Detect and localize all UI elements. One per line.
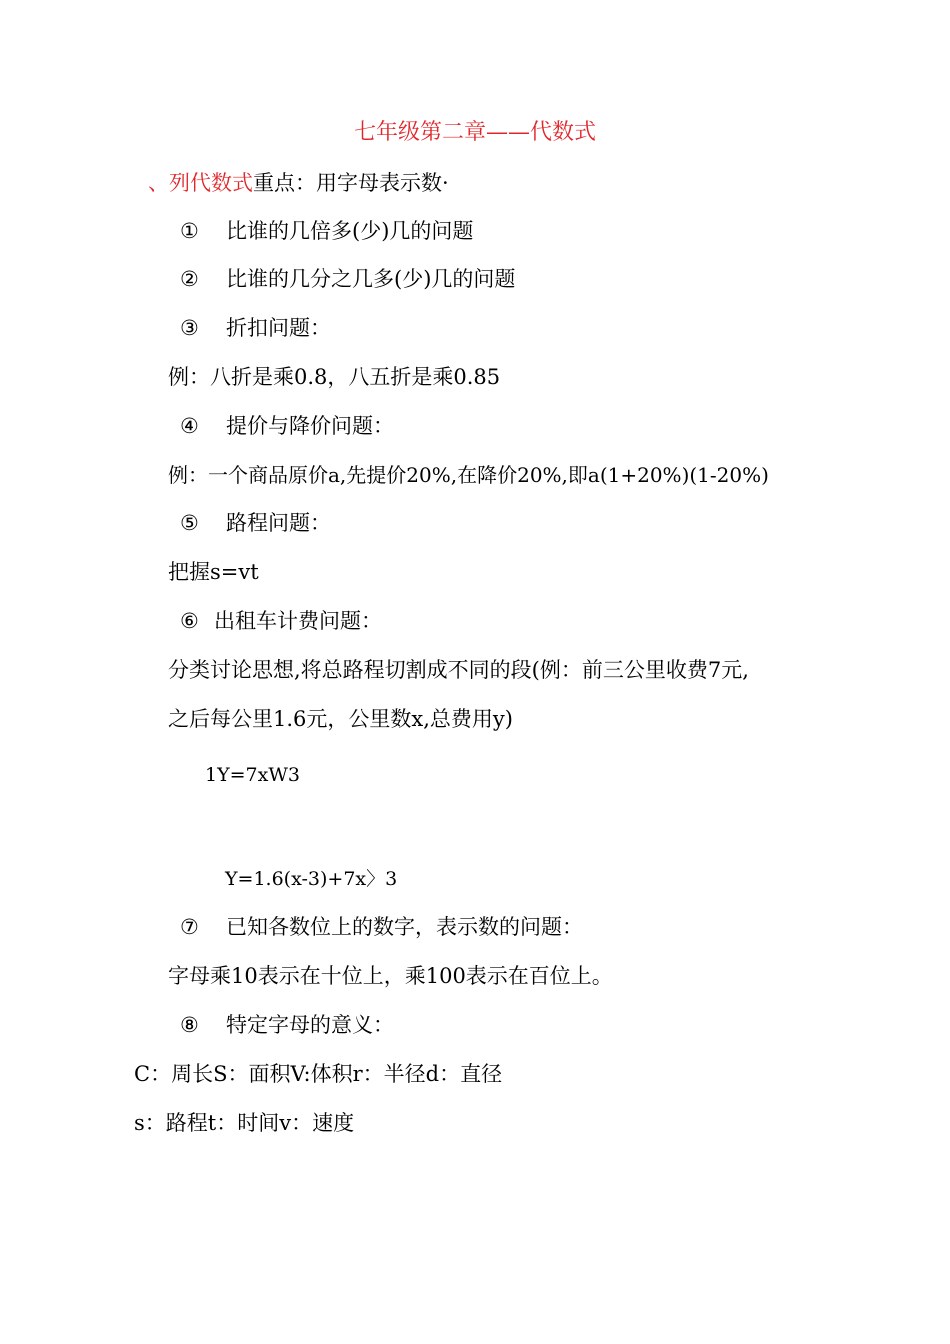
list-item-8	[180, 1012, 394, 1038]
item-number: ⑦	[180, 915, 199, 939]
list-item-3	[180, 315, 331, 341]
list-item-6	[180, 608, 382, 634]
example-6-line-1: 分类讨论思想,将总路程切割成不同的段(例：前三公里收费7元,	[168, 658, 749, 682]
item-text: 折扣问题：	[226, 316, 331, 340]
item-number: ④	[180, 414, 199, 438]
page-title: 七年级第二章——代数式	[353, 120, 596, 145]
item-number: ⑧	[180, 1013, 199, 1037]
example-8-line-1: C：周长S：面积V:体积r：半径d：直径	[134, 1062, 503, 1086]
item-text: 出租车计费问题：	[214, 609, 382, 633]
list-item-5	[180, 510, 331, 536]
list-item-4	[180, 413, 394, 439]
item-text: 已知各数位上的数字，表示数的问题：	[226, 915, 583, 939]
item-text: 特定字母的意义：	[226, 1013, 394, 1037]
item-text: 比谁的几分之几多(少)几的问题	[226, 267, 516, 291]
item-number: ①	[180, 219, 199, 243]
example-4: 例：一个商品原价a,先提价20%,在降价20%,即a(1+20%)(1-20%)	[168, 463, 769, 487]
item-text: 路程问题：	[226, 511, 331, 535]
list-item-7	[180, 914, 583, 940]
section-heading-prefix: 、列代数式	[148, 171, 253, 195]
section-heading	[148, 170, 449, 196]
item-number: ②	[180, 267, 199, 291]
example-5: 把握s=vt	[168, 560, 259, 584]
section-heading-rest: 重点：用字母表示数·	[253, 171, 449, 195]
item-text: 提价与降价问题：	[226, 414, 394, 438]
example-8-line-2: s：路程t：时间v：速度	[134, 1111, 355, 1135]
item-number: ⑥	[180, 609, 199, 633]
item-number: ⑤	[180, 511, 199, 535]
list-item-2	[180, 266, 515, 292]
list-item-1	[180, 218, 473, 244]
example-6-line-2: 之后每公里1.6元，公里数x,总费用y)	[168, 707, 513, 731]
item-text: 比谁的几倍多(少)几的问题	[226, 219, 474, 243]
example-7: 字母乘10表示在十位上，乘100表示在百位上。	[168, 964, 613, 988]
formula-1: 1Y=7xW3	[205, 764, 300, 786]
formula-2: Y=1.6(x-3)+7x〉3	[225, 868, 398, 890]
item-number: ③	[180, 316, 199, 340]
example-3: 例：八折是乘0.8，八五折是乘0.85	[168, 365, 501, 389]
